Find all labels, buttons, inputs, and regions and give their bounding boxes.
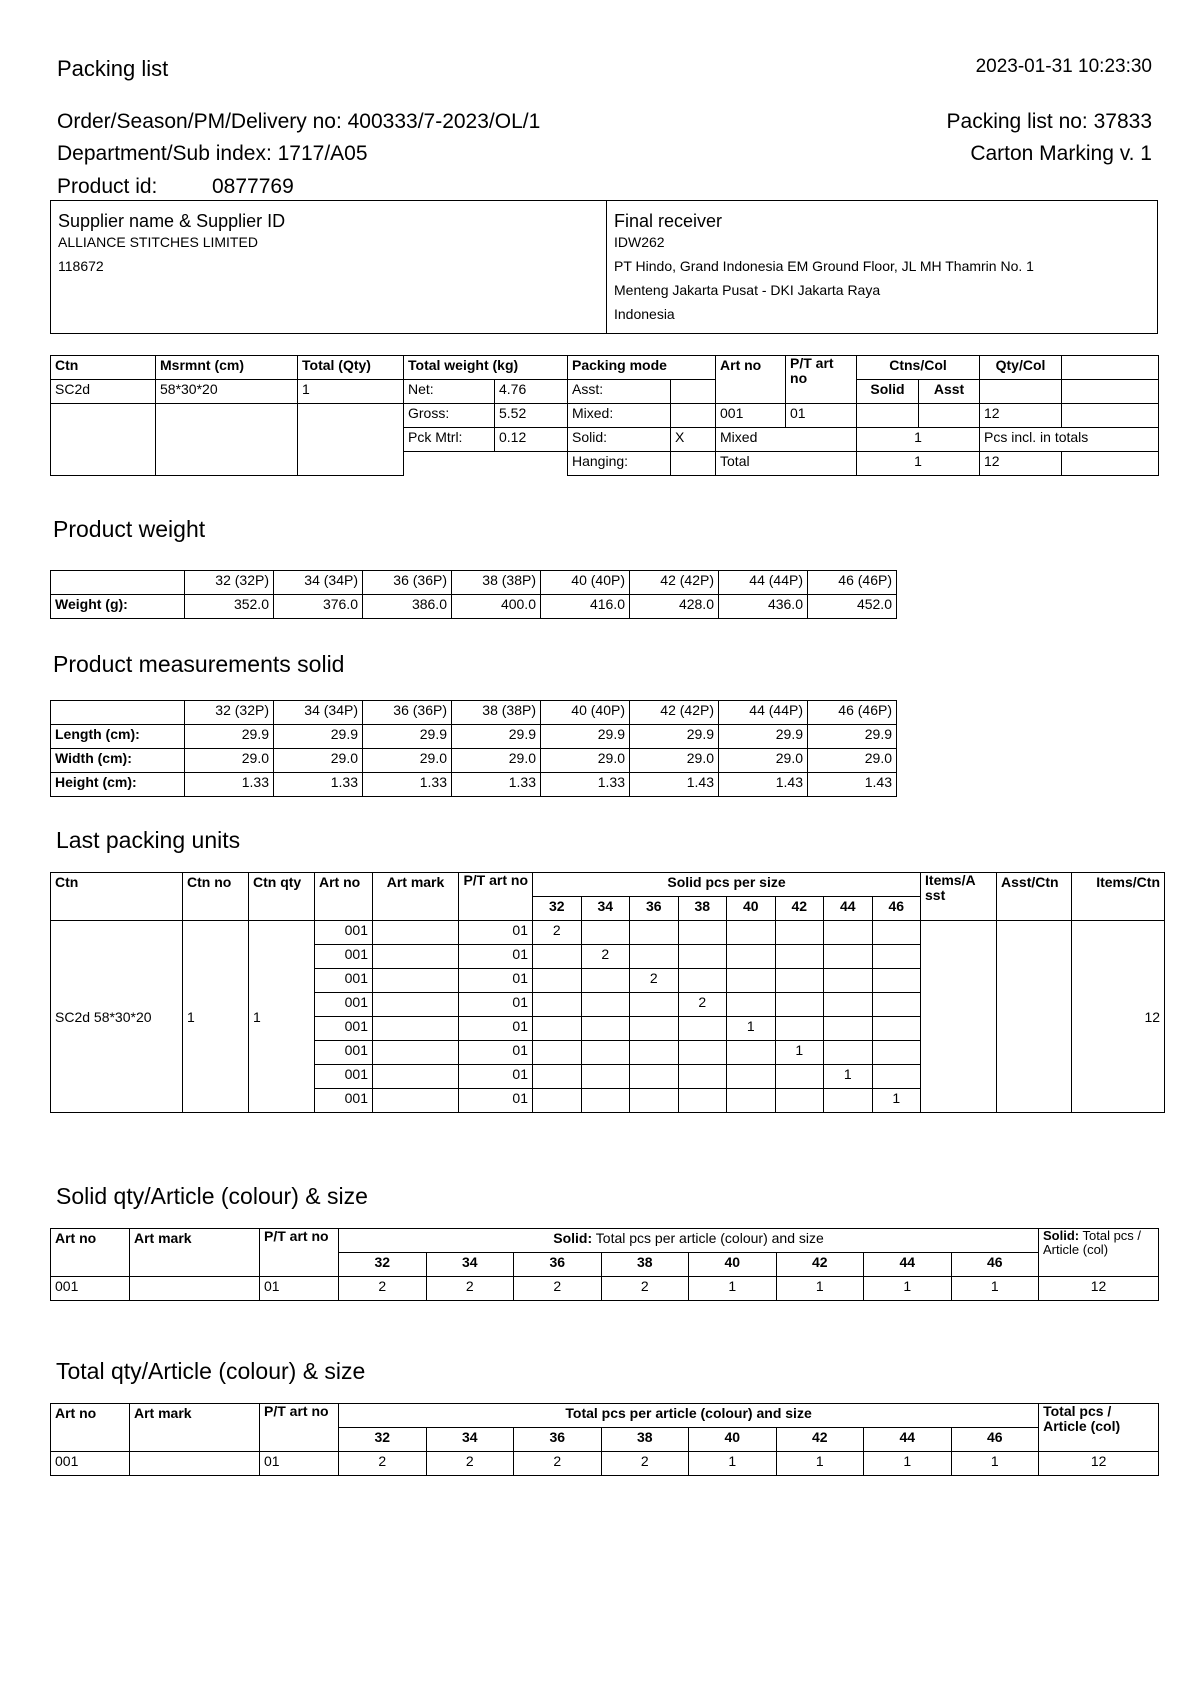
pcs-cell	[581, 993, 630, 1017]
header-solid-total-pcs-bold: Solid:	[553, 1230, 593, 1246]
size-header: 46	[951, 1253, 1039, 1277]
size-qty-value: 2	[601, 1277, 689, 1301]
size-qty-value: 1	[864, 1452, 952, 1476]
art-mark-value	[130, 1452, 260, 1476]
pcs-cell	[630, 1017, 679, 1041]
ctn-no-value: 1	[183, 921, 249, 1113]
width-value: 29.0	[185, 749, 274, 773]
weight-value: 386.0	[363, 595, 452, 619]
empty-cell	[1062, 404, 1159, 428]
length-value: 29.9	[274, 725, 363, 749]
pcs-cell	[775, 1089, 824, 1113]
art-mark-cell	[373, 1065, 459, 1089]
total-qty-value: 1	[298, 380, 404, 404]
width-value: 29.0	[719, 749, 808, 773]
size-header: 44 (44P)	[719, 571, 808, 595]
header-asst-ctn: Asst/Ctn	[997, 873, 1072, 921]
product-measurements-table	[50, 700, 897, 797]
art-no-cell: 001	[315, 1065, 373, 1089]
pcs-cell	[581, 1065, 630, 1089]
size-qty-value: 1	[689, 1452, 777, 1476]
pcs-cell	[581, 1041, 630, 1065]
length-row-label: Length (cm):	[51, 725, 185, 749]
pcs-cell	[533, 969, 582, 993]
pck-mtrl-label: Pck Mtrl:	[404, 428, 495, 452]
header-pt-art-no: P/T art no	[786, 356, 857, 404]
pcs-cell: 1	[775, 1041, 824, 1065]
empty-cell	[298, 404, 404, 476]
pcs-cell	[824, 921, 873, 945]
items-ctn-value: 12	[1072, 921, 1165, 1113]
pcs-cell	[824, 1041, 873, 1065]
total-label: Total	[716, 452, 857, 476]
header-ctns-col: Ctns/Col	[857, 356, 980, 380]
header-art-no: Art no	[315, 873, 373, 921]
article-total-value: 12	[1039, 1452, 1159, 1476]
size-header: 44	[824, 897, 873, 921]
pcs-cell	[678, 1065, 727, 1089]
header-solid-pcs-per-size: Solid pcs per size	[533, 873, 921, 897]
pcs-cell: 2	[630, 969, 679, 993]
pt-art-no-value: 01	[260, 1452, 339, 1476]
size-header: 32	[533, 897, 582, 921]
empty-cell	[1062, 452, 1159, 476]
size-header: 34	[426, 1428, 514, 1452]
pcs-cell	[727, 1089, 776, 1113]
header-art-mark: Art mark	[130, 1404, 260, 1452]
mode-mixed-label: Mixed:	[568, 404, 671, 428]
weight-row-label: Weight (g):	[51, 595, 185, 619]
mode-mixed-mark	[671, 404, 716, 428]
width-value: 29.0	[541, 749, 630, 773]
pcs-cell	[630, 945, 679, 969]
receiver-address-line2: Menteng Jakarta Pusat - DKI Jakarta Raya	[614, 282, 881, 298]
width-value: 29.0	[452, 749, 541, 773]
pcs-cell: 2	[678, 993, 727, 1017]
width-value: 29.0	[274, 749, 363, 773]
art-mark-cell	[373, 1017, 459, 1041]
header-total-pcs-per-article: Total pcs per article (colour) and size	[339, 1404, 1039, 1428]
receiver-address-line1: PT Hindo, Grand Indonesia EM Ground Floor, JL MH Thamrin No. 1	[614, 258, 1034, 274]
pcs-cell	[727, 1065, 776, 1089]
size-qty-value: 1	[864, 1277, 952, 1301]
total-value: 1	[857, 452, 980, 476]
pcs-cell	[872, 1017, 921, 1041]
header-solid-total-pcs	[339, 1229, 1039, 1253]
total-qty-col: 12	[980, 452, 1062, 476]
product-id: 0877769	[212, 175, 294, 198]
size-qty-value: 2	[426, 1452, 514, 1476]
pcs-cell	[630, 921, 679, 945]
header-art-mark: Art mark	[130, 1229, 260, 1277]
size-header: 38	[601, 1253, 689, 1277]
pcs-cell	[727, 921, 776, 945]
size-header: 42	[775, 897, 824, 921]
height-value: 1.33	[274, 773, 363, 797]
pcs-cell	[678, 921, 727, 945]
solid-qty-title: Solid qty/Article (colour) & size	[56, 1183, 368, 1209]
size-qty-value: 2	[601, 1452, 689, 1476]
size-qty-value: 1	[776, 1277, 864, 1301]
length-value: 29.9	[452, 725, 541, 749]
supplier-id: 118672	[58, 258, 104, 274]
pt-art-no-value: 01	[260, 1277, 339, 1301]
mode-solid-mark: X	[671, 428, 716, 452]
art-no-cell: 001	[315, 969, 373, 993]
header-items-asst: Items/A sst	[921, 873, 997, 921]
carton-summary-table	[50, 355, 1159, 476]
items-asst-value	[921, 921, 997, 1113]
header-qty-col: Qty/Col	[980, 356, 1062, 380]
size-header: 34 (34P)	[274, 571, 363, 595]
size-header: 40 (40P)	[541, 701, 630, 725]
mixed-value: 1	[857, 428, 980, 452]
height-value: 1.43	[630, 773, 719, 797]
size-header: 34 (34P)	[274, 701, 363, 725]
width-value: 29.0	[363, 749, 452, 773]
pcs-cell	[872, 945, 921, 969]
pt-art-no-cell: 01	[459, 1065, 533, 1089]
length-value: 29.9	[808, 725, 897, 749]
product-weight-title: Product weight	[53, 516, 206, 542]
pcs-cell	[581, 969, 630, 993]
corner-cell	[51, 701, 185, 725]
pcs-cell	[678, 945, 727, 969]
msrmnt-value: 58*30*20	[156, 380, 298, 404]
packing-list-number: Packing list no: 37833	[946, 110, 1152, 133]
pcs-cell	[824, 1017, 873, 1041]
header-total-qty: Total (Qty)	[298, 356, 404, 380]
pt-art-no-cell: 01	[459, 993, 533, 1017]
product-measurements-title: Product measurements solid	[53, 651, 345, 677]
header-pt-art-no: P/T art no	[260, 1229, 339, 1277]
header-ctn: Ctn	[51, 356, 156, 380]
size-header: 46 (46P)	[808, 701, 897, 725]
header-art-mark: Art mark	[373, 873, 459, 921]
size-header: 32	[339, 1428, 427, 1452]
size-header: 44 (44P)	[719, 701, 808, 725]
pcs-cell	[775, 1065, 824, 1089]
weight-value: 428.0	[630, 595, 719, 619]
pcs-cell	[824, 1089, 873, 1113]
ctn-value: SC2d	[51, 380, 156, 404]
height-row-label: Height (cm):	[51, 773, 185, 797]
pcs-cell	[727, 945, 776, 969]
pcs-cell	[775, 969, 824, 993]
pt-art-no-cell: 01	[459, 945, 533, 969]
empty-cell	[980, 380, 1062, 404]
header-solid-total-pcs-rest: Total pcs per article (colour) and size	[592, 1230, 824, 1246]
supplier-name: ALLIANCE STITCHES LIMITED	[58, 234, 258, 250]
ctn-qty-value: 1	[249, 921, 315, 1113]
pcs-cell	[678, 969, 727, 993]
last-packing-units-table	[50, 872, 1165, 1113]
pcs-cell	[581, 1017, 630, 1041]
art-no-cell: 001	[315, 945, 373, 969]
total-qty-title: Total qty/Article (colour) & size	[56, 1358, 366, 1384]
asst-ctns-value	[919, 404, 980, 428]
size-header: 38	[678, 897, 727, 921]
size-header: 32 (32P)	[185, 701, 274, 725]
pcs-cell	[581, 921, 630, 945]
size-header: 36 (36P)	[363, 571, 452, 595]
pcs-cell: 1	[824, 1065, 873, 1089]
empty-cell	[156, 404, 298, 476]
pcs-cell	[872, 993, 921, 1017]
supplier-title: Supplier name & Supplier ID	[58, 211, 286, 231]
art-mark-cell	[373, 993, 459, 1017]
pcs-cell	[775, 1017, 824, 1041]
art-mark-cell	[373, 921, 459, 945]
pcs-cell	[872, 921, 921, 945]
receiver-code: IDW262	[614, 234, 665, 250]
header-asst: Asst	[919, 380, 980, 404]
art-no-cell: 001	[315, 1041, 373, 1065]
product-id-label: Product id:	[57, 175, 158, 198]
art-no-cell: 001	[315, 1089, 373, 1113]
mode-asst-label: Asst:	[568, 380, 671, 404]
mode-solid-label: Solid:	[568, 428, 671, 452]
pcs-cell	[824, 993, 873, 1017]
weight-value: 352.0	[185, 595, 274, 619]
length-value: 29.9	[185, 725, 274, 749]
header-solid-total-per-article-bold: Solid:	[1043, 1228, 1080, 1243]
total-qty-table	[50, 1403, 1159, 1476]
pcs-cell	[824, 945, 873, 969]
art-mark-cell	[373, 945, 459, 969]
art-mark-cell	[373, 969, 459, 993]
art-no-value: 001	[51, 1277, 130, 1301]
empty-cell	[1062, 380, 1159, 404]
pcs-cell	[630, 1065, 679, 1089]
size-header: 40 (40P)	[541, 571, 630, 595]
gross-value: 5.52	[495, 404, 568, 428]
asst-ctn-value	[997, 921, 1072, 1113]
article-total-value: 12	[1039, 1277, 1159, 1301]
size-header: 42	[776, 1428, 864, 1452]
pcs-cell	[775, 945, 824, 969]
empty-cell	[404, 452, 495, 476]
ctn-value: SC2d 58*30*20	[51, 921, 183, 1113]
empty-cell	[51, 404, 156, 476]
header-items-ctn: Items/Ctn	[1072, 873, 1165, 921]
header-ctn: Ctn	[51, 873, 183, 921]
pcs-cell	[630, 1089, 679, 1113]
header-pt-art-no: P/T art no	[459, 873, 533, 921]
weight-value: 452.0	[808, 595, 897, 619]
pcs-cell	[533, 993, 582, 1017]
size-header: 44	[864, 1253, 952, 1277]
pcs-cell	[872, 969, 921, 993]
art-no-cell: 001	[315, 1017, 373, 1041]
size-qty-value: 2	[514, 1452, 602, 1476]
height-value: 1.33	[452, 773, 541, 797]
pcs-cell	[533, 945, 582, 969]
pcs-cell: 2	[581, 945, 630, 969]
net-label: Net:	[404, 380, 495, 404]
header-solid-total-per-article-rest: Total pcs / Article (col)	[1043, 1228, 1142, 1257]
supplier-box	[50, 200, 607, 334]
pcs-cell	[727, 993, 776, 1017]
gross-label: Gross:	[404, 404, 495, 428]
pcs-cell	[775, 921, 824, 945]
size-qty-value: 1	[776, 1452, 864, 1476]
header-packing-mode: Packing mode	[568, 356, 716, 380]
mode-hanging-mark	[671, 452, 716, 476]
solid-ctns-value	[857, 404, 919, 428]
weight-value: 400.0	[452, 595, 541, 619]
art-mark-cell	[373, 1089, 459, 1113]
width-row-label: Width (cm):	[51, 749, 185, 773]
width-value: 29.0	[808, 749, 897, 773]
pt-art-no-cell: 01	[459, 1089, 533, 1113]
header-art-no: Art no	[716, 356, 786, 404]
weight-value: 376.0	[274, 595, 363, 619]
print-datetime: 2023-01-31 10:23:30	[975, 56, 1152, 77]
size-header: 36 (36P)	[363, 701, 452, 725]
height-value: 1.43	[808, 773, 897, 797]
size-header: 42	[776, 1253, 864, 1277]
pcs-cell	[775, 993, 824, 1017]
pcs-cell	[678, 1089, 727, 1113]
header-ctn-qty: Ctn qty	[249, 873, 315, 921]
receiver-title: Final receiver	[614, 211, 723, 231]
length-value: 29.9	[363, 725, 452, 749]
pcs-cell	[824, 969, 873, 993]
size-header: 40	[689, 1428, 777, 1452]
pcs-cell: 1	[727, 1017, 776, 1041]
header-solid: Solid	[857, 380, 919, 404]
carton-marking: Carton Marking v. 1	[970, 142, 1152, 165]
size-header: 40	[727, 897, 776, 921]
size-header: 36	[514, 1428, 602, 1452]
empty-cell	[1062, 356, 1159, 380]
size-header: 42 (42P)	[630, 571, 719, 595]
size-header: 32	[339, 1253, 427, 1277]
last-packing-units-title: Last packing units	[56, 827, 241, 853]
header-total-weight: Total weight (kg)	[404, 356, 568, 380]
pcs-cell	[533, 1041, 582, 1065]
solid-qty-table	[50, 1228, 1159, 1301]
pcs-cell: 1	[872, 1089, 921, 1113]
art-mark-value	[130, 1277, 260, 1301]
pcs-cell	[533, 1065, 582, 1089]
size-header: 44	[864, 1428, 952, 1452]
weight-value: 416.0	[541, 595, 630, 619]
size-qty-value: 1	[951, 1277, 1039, 1301]
pt-art-no-cell: 01	[459, 1041, 533, 1065]
art-no-cell: 001	[315, 993, 373, 1017]
height-value: 1.33	[541, 773, 630, 797]
size-header: 36	[514, 1253, 602, 1277]
pcs-cell	[533, 1089, 582, 1113]
size-header: 34	[426, 1253, 514, 1277]
size-header: 46 (46P)	[808, 571, 897, 595]
length-value: 29.9	[630, 725, 719, 749]
header-art-no: Art no	[51, 1229, 130, 1277]
height-value: 1.33	[363, 773, 452, 797]
header-art-no: Art no	[51, 1404, 130, 1452]
net-value: 4.76	[495, 380, 568, 404]
size-qty-value: 2	[426, 1277, 514, 1301]
header-total-pcs-article: Total pcs / Article (col)	[1039, 1404, 1159, 1452]
size-header: 38 (38P)	[452, 571, 541, 595]
pt-art-no-value: 01	[786, 404, 857, 428]
pck-mtrl-value: 0.12	[495, 428, 568, 452]
size-header: 46	[872, 897, 921, 921]
document-title: Packing list	[57, 56, 169, 81]
order-line: Order/Season/PM/Delivery no: 400333/7-2023/OL/1	[57, 110, 541, 133]
size-qty-value: 2	[514, 1277, 602, 1301]
pcs-cell: 2	[533, 921, 582, 945]
size-qty-value: 1	[689, 1277, 777, 1301]
size-header: 40	[689, 1253, 777, 1277]
pcs-cell	[630, 1041, 679, 1065]
pt-art-no-cell: 01	[459, 921, 533, 945]
qty-col-value: 12	[980, 404, 1062, 428]
size-qty-value: 1	[951, 1452, 1039, 1476]
size-header: 46	[951, 1428, 1039, 1452]
corner-cell	[51, 571, 185, 595]
size-qty-value: 2	[339, 1277, 427, 1301]
department-line: Department/Sub index: 1717/A05	[57, 142, 368, 165]
size-header: 32 (32P)	[185, 571, 274, 595]
size-header: 42 (42P)	[630, 701, 719, 725]
height-value: 1.43	[719, 773, 808, 797]
art-no-value: 001	[51, 1452, 130, 1476]
pcs-cell	[727, 969, 776, 993]
size-qty-value: 2	[339, 1452, 427, 1476]
art-no-cell: 001	[315, 921, 373, 945]
size-header: 34	[581, 897, 630, 921]
mode-asst-mark	[671, 380, 716, 404]
pcs-cell	[533, 1017, 582, 1041]
empty-cell	[495, 452, 568, 476]
receiver-country: Indonesia	[614, 306, 675, 322]
length-value: 29.9	[541, 725, 630, 749]
pcs-cell	[581, 1089, 630, 1113]
header-ctn-no: Ctn no	[183, 873, 249, 921]
pcs-cell	[630, 993, 679, 1017]
pcs-cell	[678, 1017, 727, 1041]
size-header: 38	[601, 1428, 689, 1452]
pcs-cell	[872, 1065, 921, 1089]
width-value: 29.0	[630, 749, 719, 773]
art-mark-cell	[373, 1041, 459, 1065]
pt-art-no-cell: 01	[459, 969, 533, 993]
pcs-cell	[727, 1041, 776, 1065]
pcs-cell	[678, 1041, 727, 1065]
product-weight-table	[50, 570, 897, 619]
mixed-label: Mixed	[716, 428, 857, 452]
art-no-value: 001	[716, 404, 786, 428]
receiver-box	[606, 200, 1158, 334]
mode-hanging-label: Hanging:	[568, 452, 671, 476]
height-value: 1.33	[185, 773, 274, 797]
size-header: 38 (38P)	[452, 701, 541, 725]
size-header: 36	[630, 897, 679, 921]
header-solid-total-per-article	[1039, 1229, 1159, 1277]
pcs-note: Pcs incl. in totals	[980, 428, 1159, 452]
pcs-cell	[872, 1041, 921, 1065]
length-value: 29.9	[719, 725, 808, 749]
pt-art-no-cell: 01	[459, 1017, 533, 1041]
weight-value: 436.0	[719, 595, 808, 619]
header-msrmnt: Msrmnt (cm)	[156, 356, 298, 380]
header-pt-art-no: P/T art no	[260, 1404, 339, 1452]
